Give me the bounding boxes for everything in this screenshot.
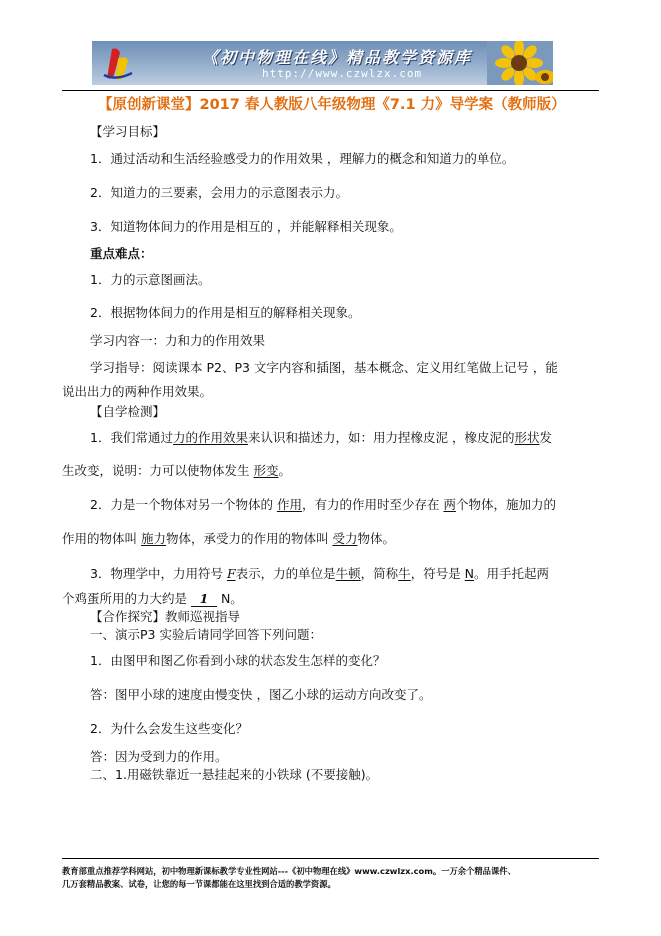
- part-1-heading: 一、演示P3 实验后请同学回答下列问题：: [90, 627, 322, 642]
- site-logo-icon: [98, 45, 138, 83]
- question-text: 1．我们常通过: [90, 430, 173, 445]
- question-1-line-1: [90, 430, 552, 446]
- question-text: 物体，承受力的作用的物体叫: [166, 531, 333, 546]
- objective-item: 2．知道力的三要素，会用力的示意图表示力。: [90, 185, 348, 200]
- coop-heading: [90, 609, 240, 625]
- coop-heading-note: 教师巡视指导: [165, 609, 241, 624]
- self-check-heading: 【自学检测】: [90, 404, 166, 419]
- question-text: 。用手托起两: [474, 566, 550, 581]
- banner-url[interactable]: http://www.czwlzx.com: [262, 67, 423, 80]
- objective-item: 1．通过活动和生活经验感受力的作用效果 ，理解力的概念和知道力的单位。: [90, 151, 515, 166]
- page-title: 【原创新课堂】2017 春人教版八年级物理《7.1 力》导学案（教师版）: [98, 97, 566, 113]
- answer-blank: F: [226, 566, 236, 581]
- sunflower-icon: [487, 41, 553, 85]
- question-3-line-2: [62, 591, 243, 607]
- footer-line-2: 几万套精品教案、试卷，让您的每一节课都能在这里找到合适的教学资源。: [62, 879, 336, 889]
- question-text: ，简称: [360, 566, 399, 581]
- question-1-line-2: [62, 463, 291, 479]
- question-text: 个鸡蛋所用的力大约是: [62, 591, 191, 606]
- key-points-heading: 重点难点：: [90, 246, 153, 261]
- banner-title: 《初中物理在线》精品教学资源库: [202, 48, 473, 67]
- answer-blank: 1: [191, 592, 217, 607]
- footer-line-1: 教育部重点推荐学科网站，初中物理新课标教学专业性网站---《初中物理在线》www.czwlzx.com。一万余个精品课件、: [62, 866, 516, 876]
- part-1-question-1: 1．由图甲和图乙你看到小球的状态发生怎样的变化？: [90, 653, 386, 668]
- content-heading: 学习内容一：力和力的作用效果: [90, 333, 266, 348]
- question-text: 物体。: [357, 531, 396, 546]
- guide-line-1: 学习指导：阅读课本 P2、P3 文字内容和插图，基本概念、定义用红笔做上记号 ，能: [90, 360, 558, 375]
- question-2-line-1: [90, 497, 556, 513]
- question-2-line-2: [62, 531, 395, 547]
- question-text: 3．物理学中，力用符号: [90, 566, 227, 581]
- objectives-heading: 【学习目标】: [90, 124, 166, 139]
- answer-blank: 牛: [398, 566, 411, 581]
- question-text: 作用的物体叫: [62, 531, 141, 546]
- question-text: 。: [278, 463, 292, 478]
- question-text: N。: [216, 591, 243, 606]
- answer-blank: 力的作用效果: [172, 430, 248, 445]
- part-1-answer-1: 答：图甲小球的速度由慢变快 ，图乙小球的运动方向改变了。: [90, 687, 432, 702]
- footer-rule: [62, 858, 599, 859]
- question-text: 发: [539, 430, 552, 445]
- part-2-heading: 二、1.用磁铁靠近一悬挂起来的小铁球 (不要接触)。: [90, 767, 379, 782]
- guide-line-2: 说出出力的两种作用效果。: [62, 384, 213, 399]
- question-text: 表示，力的单位是: [235, 566, 336, 581]
- header-rule: [62, 90, 599, 91]
- header-banner: [92, 41, 553, 85]
- answer-blank: 受力: [332, 531, 358, 546]
- question-text: 来认识和描述力，如：用力捏橡皮泥 ，橡皮泥的: [247, 430, 515, 445]
- answer-blank: 牛顿: [335, 566, 361, 581]
- part-1-answer-2: 答：因为受到力的作用。: [90, 749, 228, 764]
- coop-heading-label: 【合作探究】: [90, 609, 166, 624]
- answer-blank: 两: [443, 497, 456, 512]
- key-point-item: 2．根据物体间力的作用是相互的解释相关现象。: [90, 305, 361, 320]
- question-text: 生改变，说明：力可以使物体发生: [62, 463, 254, 478]
- answer-blank: 作用: [276, 497, 302, 512]
- answer-blank: 形状: [514, 430, 540, 445]
- question-text: ，有力的作用时至少存在: [301, 497, 444, 512]
- objective-item: 3．知道物体间力的作用是相互的 ，并能解释相关现象。: [90, 219, 402, 234]
- key-point-item: 1．力的示意图画法。: [90, 272, 211, 287]
- question-text: 个物体，施加力的: [455, 497, 556, 512]
- answer-blank: 形变: [253, 463, 279, 478]
- answer-blank: 施力: [140, 531, 166, 546]
- question-text: ，符号是: [410, 566, 465, 581]
- question-3-line-1: [90, 566, 549, 582]
- question-text: 2．力是一个物体对另一个物体的: [90, 497, 277, 512]
- answer-blank: N: [464, 566, 475, 581]
- part-1-question-2: 2．为什么会发生这些变化？: [90, 721, 248, 736]
